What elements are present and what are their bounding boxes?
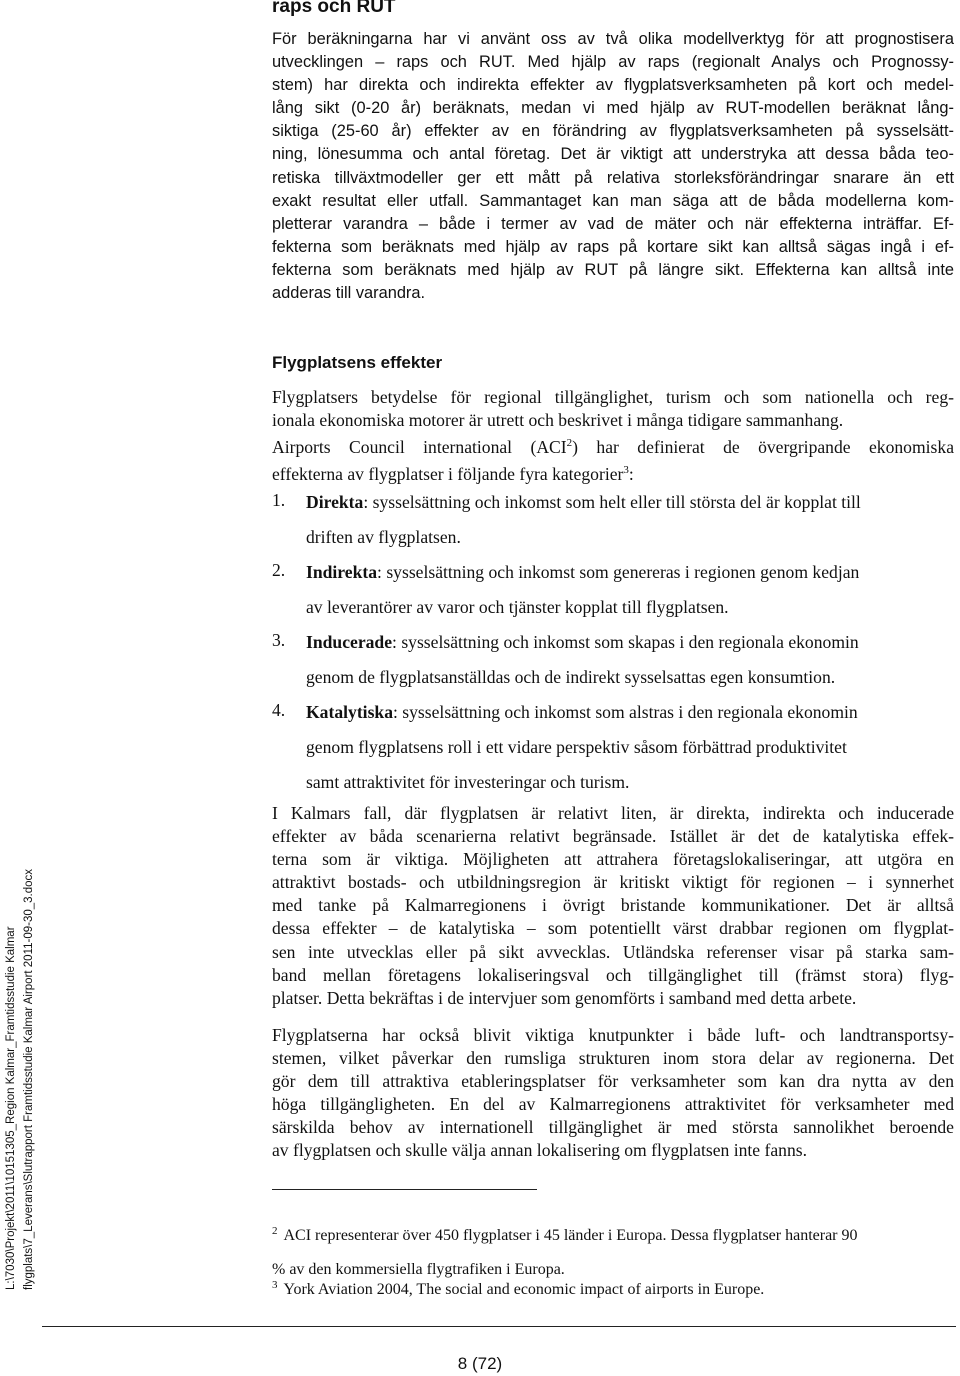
text-line: I Kalmars fall, där flygplatsen är relativt liten, är direkta, indirekta och inducerade [272,803,954,823]
text-line: särskilda behov av internationell tillgänglighet är med största sannolikhet beroende [272,1117,954,1138]
file-path-line: flygplats\7_Leverans\Slutrapport Framtidsstudie Kalmar Airport 2011-09-30_3.docx [23,868,35,1290]
text-line: siktiga (25-60 år) effekter av en förändring av flygplatsverksamheten på sysselsätt- [272,122,954,141]
text-line: stemen, vilket påverkar den rumsliga strukturen inom stora delar av regionerna. Det [272,1048,954,1069]
text-line: platser. Detta bekräftas i de intervjuer som genomförts i samband med detta arbete. [272,987,857,1008]
list-number: 1. [272,490,286,510]
text-segment: Airports Council international (ACI [272,437,567,458]
list-line: genom flygplatsens roll i ett vidare perspektiv såsom förbättrad produktivitet [306,737,847,757]
file-path-line: L:\7030\Projekt\2011\10151305_Region Kalmar_Framtidsstudie Kalmar [5,926,17,1290]
paragraph-intro [272,386,954,486]
text-line: fekterna som beräknats med hjälp av RUT på längre sikt. Effekterna kan alltså inte [272,260,954,279]
list-line: samt attraktivitet för investeringar och turism. [306,772,630,792]
text-line: Flygplatsers betydelse för regional tillgänglighet, turism och som nationella och reg- [272,387,954,407]
list-number: 3. [272,630,286,650]
text-line: med tanke på Kalmarregionens i övrigt bristande kommunikationer. Det är alltså [272,895,954,916]
footnote-text: ACI representerar över 450 flygplatser i 45 länder i Europa. Dessa flygplatser hanterar 90 [283,1227,858,1244]
list-line [306,700,952,735]
text-segment: : [628,464,634,485]
text-line: band mellan företagens lokaliseringsval och tillgänglighet till (främst stora) flyg- [272,964,954,985]
footnote-number: 3 [272,1279,278,1291]
text-line: För beräkningarna har vi använt oss av två olika modellverktyg för att prognostisera [272,30,954,48]
footnote-ref-3[interactable]: 3 [623,464,629,477]
text-segment: ) har definierat de övergripande ekonomiska [572,437,955,458]
page-number: 8 (72) [457,1354,503,1373]
footnote-3 [272,1268,960,1307]
list-item [272,630,952,700]
list-number: 4. [272,700,286,720]
list-item [272,700,952,805]
list-line [306,560,952,595]
footnote-number: 2 [272,1225,278,1237]
text-line: lång sikt (0-20 år) beräknats, medan vi med hjälp av RUT-modellen beräknat lång- [272,99,954,118]
text-line: ning, lönesumma och antal företag. Det är viktigt att understryka att dessa båda teo- [272,145,954,164]
list-line [306,630,952,665]
text-line: fekterna som beräknats med hjälp av raps på kortare sikt kan alltså sägas ingå i ef- [272,237,954,256]
section-heading-raps-och-rut: raps och RUT [272,0,396,17]
file-path-sidebar [2,850,38,1290]
footnote-text: York Aviation 2004, The social and economic impact of airports in Europe. [283,1281,765,1298]
list-text: : sysselsättning och inkomst som skapas i den regionala ekonomin [392,632,859,652]
text-line: gör dem till attraktiva etableringsplatser för verksamheter som kan dra nytta av den [272,1071,954,1092]
paragraph-kalmar [272,802,954,1010]
text-line: Flygplatserna har också blivit viktiga knutpunkter i både luft- och landtransportsy- [272,1025,954,1045]
category-term: Inducerade [306,632,393,652]
text-line: exakt resultat eller utfall. Sammantaget kan man säga att de båda modellerna kom- [272,191,954,210]
text-line: stem) har direkta och indirekta effekter av flygplatsverksamheten på kort och medel- [272,76,954,95]
category-term: Indirekta [306,562,378,582]
text-line: ionala ekonomiska motorer är utrett och beskrivet i många tidigare sammanhang. [272,410,844,431]
text-line: retiska tillväxtmodeller ger ett mått på relativa storleksförändringar snarare än ett [272,168,954,187]
text-line: terna som är viktiga. Möjligheten att attrahera företagslokaliseringar, att utgöra en [272,849,954,870]
paragraph-knutpunkter [272,1024,954,1163]
list-item [272,560,952,630]
text-line: utvecklingen – raps och RUT. Med hjälp av raps (regionalt Analys och Prognossy- [272,53,954,72]
text-line: adderas till varandra. [272,284,426,303]
category-term: Direkta [306,492,364,512]
footnote-line: % av den kommersiella flygtrafiken i Europa. [272,1261,565,1278]
text-line: höga tillgängligheten. En del av Kalmarregionens attraktivitet för verksamheter med [272,1094,954,1115]
paragraph-raps-rut [272,28,954,305]
text-line: attraktivt bostads- och utbildningsregion är kritiskt viktigt för regionen – i synnerhet [272,872,954,893]
text-segment: effekterna av flygplatser i följande fyra kategorier [272,464,624,485]
list-line: genom de flygplatsanställdas och de indirekt sysselsattas egen konsumtion. [306,667,836,687]
text-line-categories [272,459,954,486]
footnote-separator [272,1189,537,1190]
text-line: pletterar varandra – både i termer av vad de mäter och när effekterna inträffar. Ef- [272,214,954,233]
list-line: driften av flygplatsen. [306,527,461,547]
text-line: sen inte utvecklas eller på sikt avvecklas. Utländska referenser visar på starka sam- [272,941,954,962]
footnote-line [272,1268,960,1307]
list-number: 2. [272,560,286,580]
text-line-aci [272,432,954,459]
list-line: av leverantörer av varor och tjänster kopplat till flygplatsen. [306,597,729,617]
effect-categories-list [272,490,952,805]
text-line: av flygplatsen och skulle välja annan lokalisering om flygplatsen inte fanns. [272,1140,808,1161]
section-heading-flygplatsens-effekter: Flygplatsens effekter [272,353,443,372]
footer-rule [42,1326,956,1327]
footnote-line [272,1214,960,1253]
list-text: : sysselsättning och inkomst som alstras i den regionala ekonomin [393,702,858,722]
list-item [272,490,952,560]
category-term: Katalytiska [306,702,393,722]
text-line: effekter av båda scenarierna relativt begränsade. Istället är det de katalytiska effek- [272,826,954,847]
footnote-ref-2[interactable]: 2 [566,437,573,450]
list-line [306,490,952,525]
text-line: dessa effekter – de katalytiska – som potentiellt värst drabbar regionen om flygplat- [272,918,954,939]
list-text: : sysselsättning och inkomst som genereras i regionen genom kedjan [377,562,860,582]
list-text: : sysselsättning och inkomst som helt eller till största del är kopplat till [363,492,861,512]
